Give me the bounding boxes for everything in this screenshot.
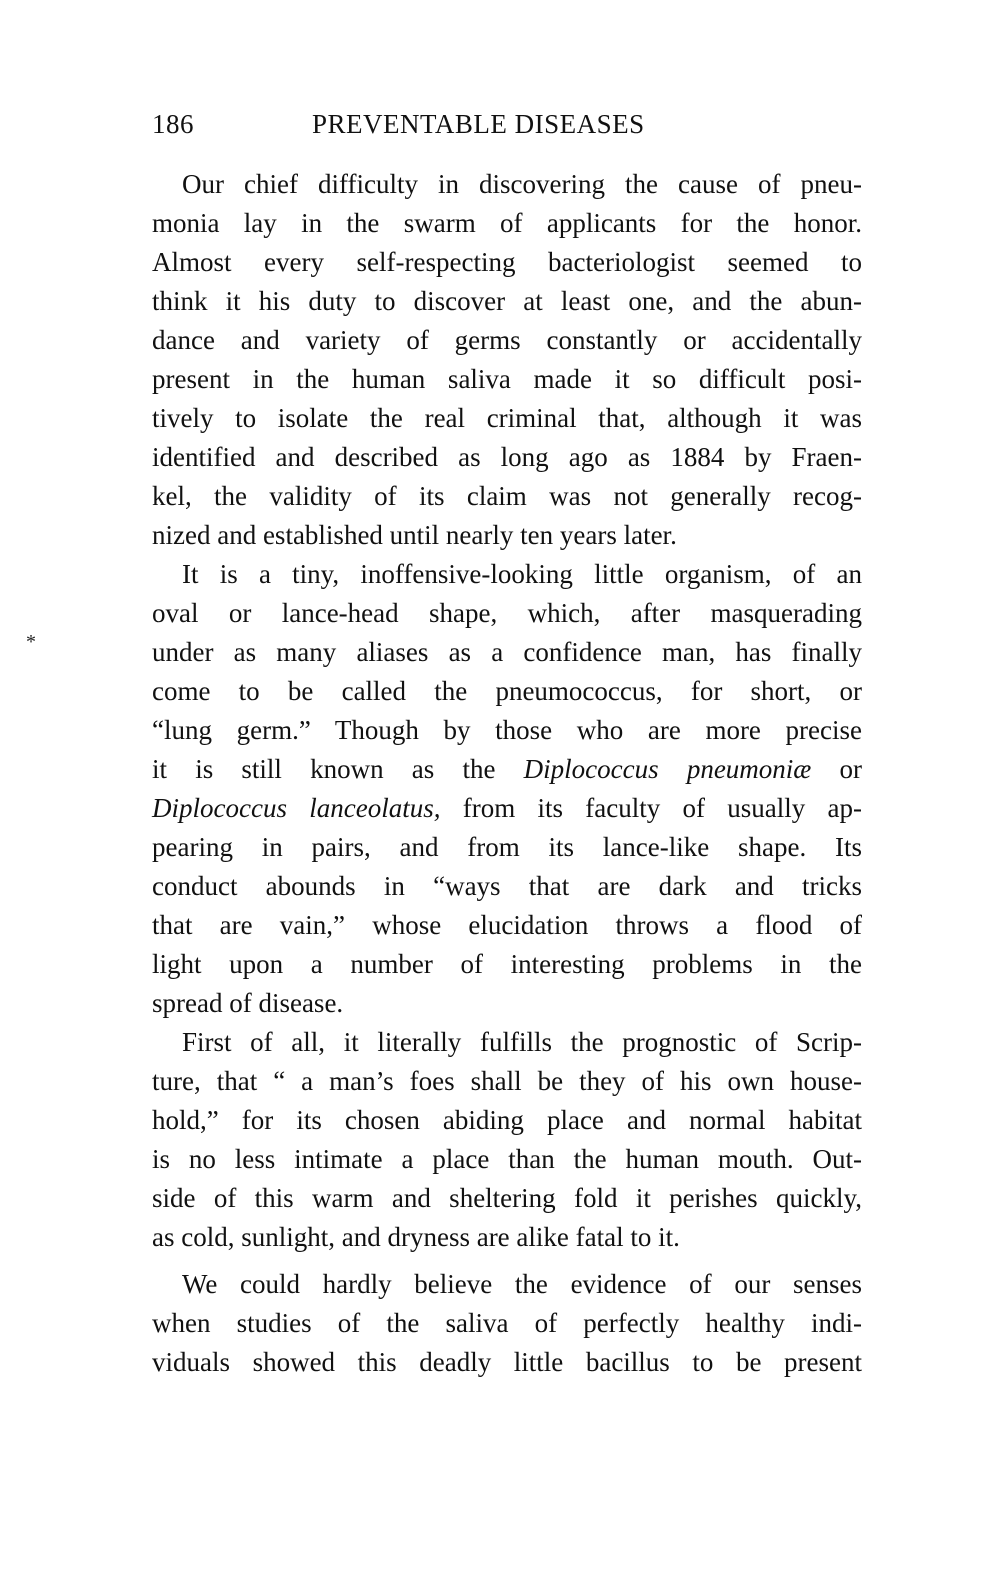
text-line: as cold, sunlight, and dryness are alike fatal to it. [152, 1222, 680, 1252]
species-name-italic: Diplococcus pneumoniæ [523, 754, 812, 784]
text-line: side of this warm and sheltering fold it perishes quickly, [152, 1183, 862, 1213]
text-line: Almost every self-respecting bacteriologist seemed to [152, 247, 862, 277]
text-line: think it his duty to discover at least one, and the abun- [152, 286, 862, 316]
text-line: monia lay in the swarm of applicants for the honor. [152, 208, 862, 238]
text-line: conduct abounds in “ways that are dark and tricks [152, 871, 862, 901]
body-text [152, 165, 862, 1382]
text-line: identified and described as long ago as 1884 by Fraen- [152, 442, 862, 472]
text-segment: it is still known as the [152, 754, 496, 784]
text-line: under as many aliases as a confidence man, has finally [152, 637, 862, 667]
text-line: that are vain,” whose elucidation throws a flood of [152, 910, 862, 940]
text-line: kel, the validity of its claim was not generally recog- [152, 481, 862, 511]
text-line: spread of disease. [152, 988, 344, 1018]
text-line: nized and established until nearly ten years later. [152, 520, 677, 550]
text-line: present in the human saliva made it so difficult posi- [152, 364, 862, 394]
paragraph-1 [152, 165, 862, 555]
page-number: 186 [152, 109, 194, 139]
species-name-italic: Diplococcus lanceolatus, [152, 793, 441, 823]
text-line: oval or lance-head shape, which, after masquerading [152, 598, 862, 628]
text-line: light upon a number of interesting problems in the [152, 949, 862, 979]
paragraph-spacer [152, 1257, 862, 1265]
paragraph-4 [152, 1265, 862, 1382]
text-line: viduals showed this deadly little bacillus to be present [152, 1347, 862, 1377]
margin-asterisk-mark: * [26, 631, 36, 653]
text-line-mixed [152, 750, 862, 789]
text-line: dance and variety of germs constantly or accidentally [152, 325, 862, 355]
text-segment: or [839, 754, 863, 784]
text-line: We could hardly believe the evidence of our senses [182, 1269, 862, 1299]
text-line: “lung germ.” Though by those who are more precise [152, 715, 862, 745]
text-line: First of all, it literally fulfills the prognostic of Scrip- [182, 1027, 862, 1057]
running-head: PREVENTABLE DISEASES [312, 109, 645, 139]
text-line: tively to isolate the real criminal that, although it was [152, 403, 862, 433]
text-line: come to be called the pneumococcus, for short, or [152, 676, 862, 706]
text-line: Our chief difficulty in discovering the cause of pneu- [182, 169, 862, 199]
text-line: pearing in pairs, and from its lance-like shape. Its [152, 832, 862, 862]
text-line: when studies of the saliva of perfectly healthy indi- [152, 1308, 862, 1338]
text-line: is no less intimate a place than the human mouth. Out- [152, 1144, 862, 1174]
text-line: hold,” for its chosen abiding place and normal habitat [152, 1105, 862, 1135]
text-line-mixed [152, 789, 862, 828]
text-segment: from its faculty of usually ap- [462, 793, 863, 823]
paragraph-3 [152, 1023, 862, 1257]
text-line: ture, that “ a man’s foes shall be they of his own house- [152, 1066, 862, 1096]
page-header [152, 104, 864, 144]
paragraph-2 [152, 555, 862, 1023]
text-line: It is a tiny, inoffensive-looking little organism, of an [182, 559, 862, 589]
